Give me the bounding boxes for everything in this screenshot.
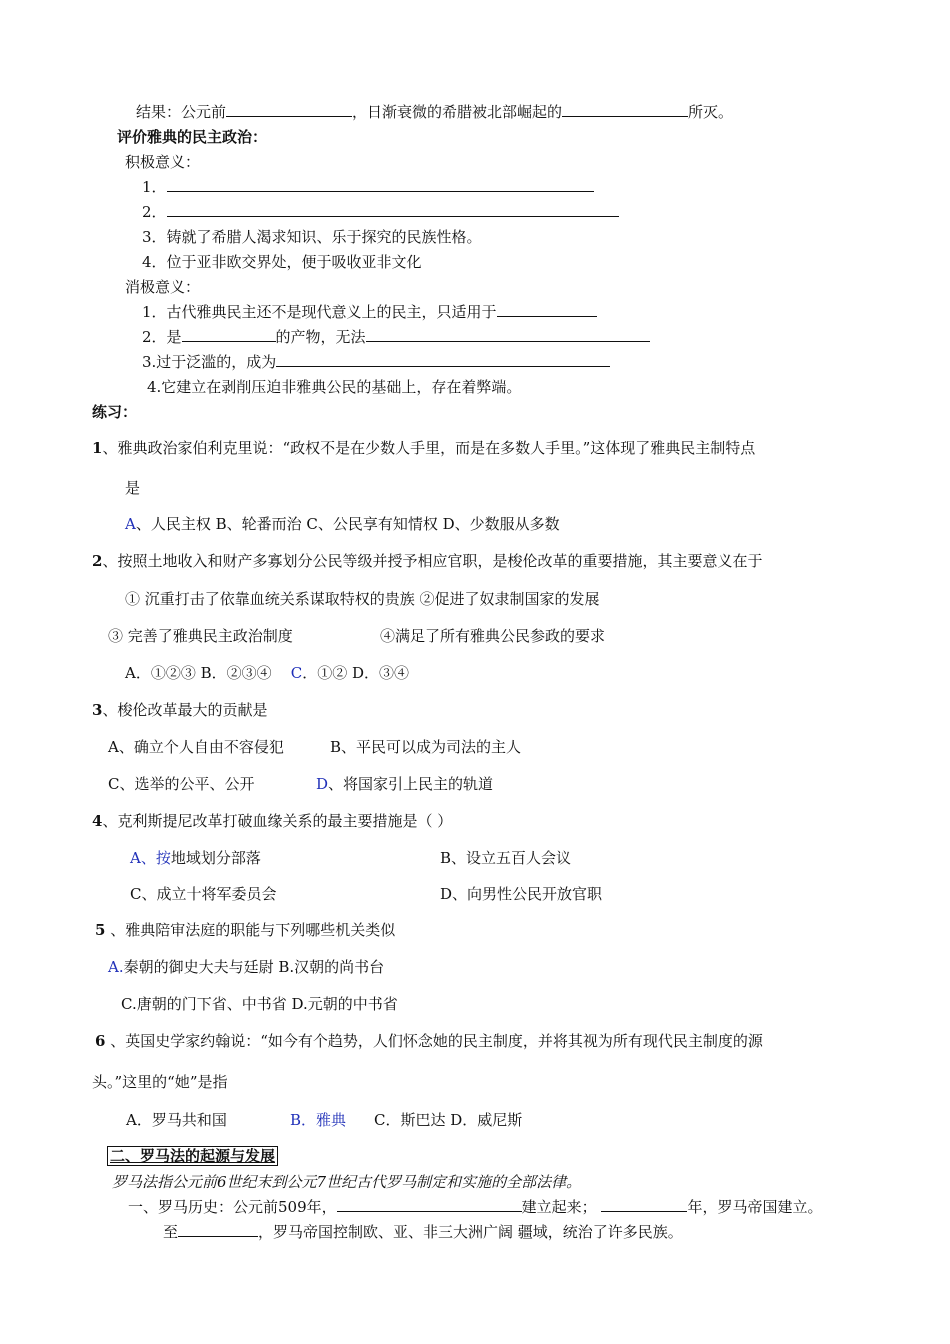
- blank[interactable]: [167, 176, 594, 192]
- practice-title: 练习：: [92, 403, 138, 421]
- question-2-options: A．①②③ B．②③④ C．①② D．③④: [125, 664, 409, 682]
- question-1: 1、雅典政治家伯利克里说：“政权不是在少数人手里，而是在多数人手里。”这体现了雅典民主制特点: [92, 439, 756, 457]
- question-1-cont: 是: [125, 479, 141, 497]
- question-5-options-cd: C.唐朝的门下省、中书省 D.元朝的中书省: [121, 995, 398, 1013]
- question-3-option-d: D、将国家引上民主的轨道: [316, 775, 494, 793]
- question-6-cont: 头。”这里的“她”是指: [92, 1073, 228, 1091]
- blank[interactable]: [497, 301, 597, 317]
- question-5-options-ab: A.秦朝的御史大夫与廷尉 B.汉朝的尚书台: [108, 958, 385, 976]
- blank[interactable]: [601, 1196, 687, 1212]
- positive-item-4: 4．位于亚非欧交界处，便于吸收亚非文化: [142, 253, 422, 271]
- question-5: 5 、雅典陪审法庭的职能与下列哪些机关类似: [95, 921, 396, 939]
- question-4: 4、克利斯提尼改革打破血缘关系的最主要措施是（ ）: [92, 812, 453, 830]
- section-2-title: 二、罗马法的起源与发展: [107, 1145, 278, 1167]
- question-3-option-c: C、选举的公平、公开: [108, 775, 255, 793]
- result-line: 结果：公元前 ，日渐衰微的希腊被北部崛起的 所灭。: [136, 103, 734, 121]
- blank[interactable]: [178, 1221, 258, 1237]
- question-2: 2、按照土地收入和财产多寡划分公民等级并授予相应官职，是梭伦改革的重要措施，其主要意义在于: [92, 552, 763, 570]
- question-2-statements-1: ① 沉重打击了依靠血统关系谋取特权的贵族 ②促进了奴隶制国家的发展: [125, 590, 600, 608]
- positive-item-2: 2．: [142, 201, 619, 223]
- question-3-option-a: A、确立个人自由不容侵犯: [108, 738, 284, 756]
- question-6-option-b: B．雅典: [290, 1111, 347, 1129]
- positive-item-1: 1．: [142, 176, 594, 198]
- blank[interactable]: [562, 101, 688, 117]
- blank[interactable]: [226, 101, 352, 117]
- section-2-definition: 罗马法指公元前6世纪末到公元7世纪古代罗马制定和实施的全部法律。: [112, 1173, 582, 1191]
- section-2-history-line-2: 至 ，罗马帝国控制欧、亚、非三大洲广阔 疆域，统治了许多民族。: [163, 1223, 683, 1241]
- positive-item-3: 3．铸就了希腊人渴求知识、乐于探究的民族性格。: [142, 228, 482, 246]
- question-3-option-b: B、平民可以成为司法的主人: [330, 738, 522, 756]
- negative-item-4: 4.它建立在剥削压迫非雅典公民的基础上，存在着弊端。: [147, 378, 522, 396]
- question-6: 6 、英国史学家约翰说：“如今有个趋势，人们怀念她的民主制度，并将其视为所有现代民主制度的源: [95, 1032, 763, 1050]
- negative-title: 消极意义：: [125, 278, 201, 296]
- negative-item-1: 1．古代雅典民主还不是现代意义上的民主，只适用于: [142, 301, 597, 323]
- question-4-option-a: A、按地域划分部落: [130, 849, 261, 867]
- positive-title: 积极意义：: [125, 153, 201, 171]
- question-3: 3、梭伦改革最大的贡献是: [92, 701, 268, 719]
- question-4-option-d: D、向男性公民开放官职: [440, 885, 603, 903]
- question-1-options: A、人民主权 B、轮番而治 C、公民享有知情权 D、少数服从多数: [125, 515, 560, 533]
- blank[interactable]: [182, 326, 276, 342]
- question-4-option-c: C、成立十将军委员会: [130, 885, 277, 903]
- question-6-options-cd: C．斯巴达 D．威尼斯: [374, 1111, 523, 1129]
- question-4-option-b: B、设立五百人会议: [440, 849, 572, 867]
- question-2-statement-3: ③ 完善了雅典民主政治制度: [108, 627, 293, 645]
- blank[interactable]: [366, 326, 650, 342]
- question-6-option-a: A．罗马共和国: [126, 1111, 227, 1129]
- eval-title: 评价雅典的民主政治：: [117, 128, 268, 146]
- blank[interactable]: [167, 201, 619, 217]
- negative-item-2: 2．是 的产物，无法: [142, 326, 650, 348]
- blank[interactable]: [276, 351, 610, 367]
- negative-item-3: 3.过于泛滥的，成为: [142, 351, 610, 373]
- question-2-statement-4: ④满足了所有雅典公民参政的要求: [380, 627, 606, 645]
- section-2-history-line: 一、罗马历史：公元前509年， 建立起来； 年，罗马帝国建立。: [128, 1198, 823, 1216]
- blank[interactable]: [337, 1196, 522, 1212]
